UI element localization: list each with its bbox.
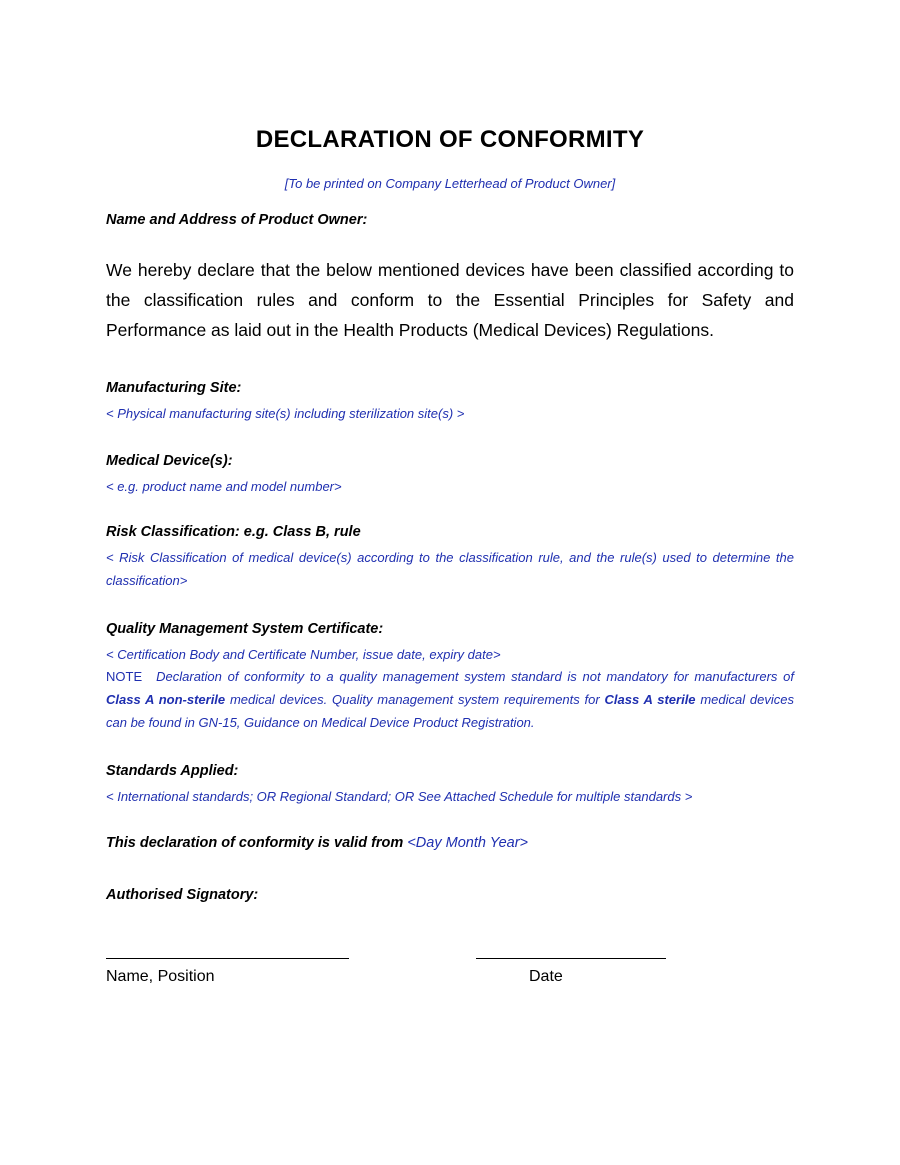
note-text-part: medical devices. Quality management system requirements for <box>225 692 605 707</box>
note-text-part: medical devices can be found in GN-15, Guidance on Medical Device Product Registration. <box>106 692 794 730</box>
document-title: DECLARATION OF CONFORMITY <box>255 126 645 153</box>
standards-applied-hint: < International standards; OR Regional Standard; OR See Attached Schedule for multiple standards > <box>106 789 693 804</box>
date-label: Date <box>529 968 563 985</box>
validity-line <box>106 835 528 851</box>
qms-certificate-hint: < Certification Body and Certificate Number, issue date, expiry date> <box>106 647 501 662</box>
note-emphasis: Class A sterile <box>604 692 696 707</box>
validity-date-placeholder: <Day Month Year> <box>407 835 528 851</box>
note-emphasis: Class A non-sterile <box>106 692 226 707</box>
authorised-signatory-label: Authorised Signatory: <box>106 887 259 903</box>
signature-date-line <box>476 958 666 959</box>
standards-applied-label: Standards Applied: <box>106 763 239 779</box>
letterhead-instruction: [To be printed on Company Letterhead of Product Owner] <box>284 176 616 191</box>
name-position-label: Name, Position <box>106 968 215 985</box>
medical-devices-label: Medical Device(s): <box>106 453 233 469</box>
qms-certificate-label: Quality Management System Certificate: <box>106 621 384 637</box>
note-tag: NOTE <box>106 669 143 684</box>
manufacturing-site-label: Manufacturing Site: <box>106 380 242 396</box>
risk-classification-label: Risk Classification: e.g. Class B, rule <box>106 524 361 540</box>
note-text <box>106 669 794 730</box>
product-owner-label: Name and Address of Product Owner: <box>106 212 368 228</box>
note-text-part: Declaration of conformity to a quality management system standard is not mandatory for manufacturers of <box>156 669 794 684</box>
medical-devices-hint: < e.g. product name and model number> <box>106 479 342 494</box>
manufacturing-site-hint: < Physical manufacturing site(s) including sterilization site(s) > <box>106 406 465 421</box>
signature-name-line <box>106 958 349 959</box>
validity-label: This declaration of conformity is valid from <box>106 835 404 851</box>
qms-note <box>106 665 794 734</box>
risk-classification-hint: < Risk Classification of medical device(s) according to the classification rule, and the rule(s) used to determine the classification> <box>106 550 794 588</box>
declaration-statement: We hereby declare that the below mentioned devices have been classified according to the classification rules and conform to the Essential Principles for Safety and Performance as laid out in the Health Products (Medical Devices) Regulations. <box>106 260 794 340</box>
